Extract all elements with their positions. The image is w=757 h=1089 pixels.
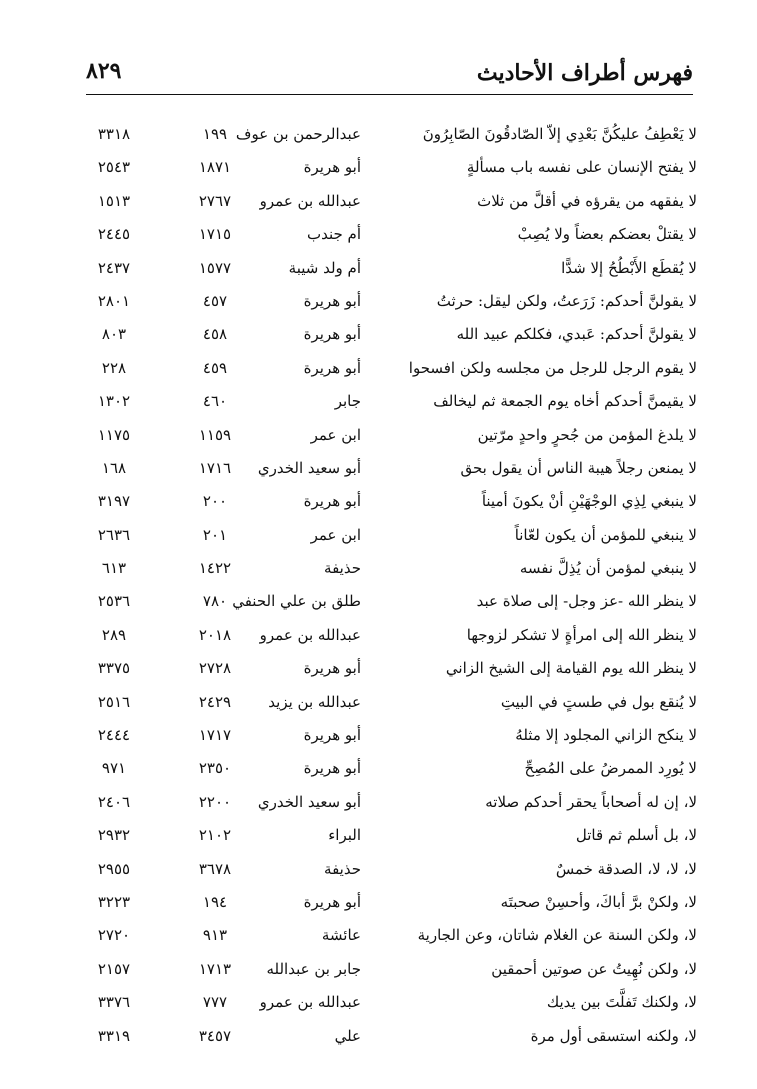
hadith-number: ١٧١٣ [198, 959, 232, 978]
narrator-name: ابن عمر [310, 425, 361, 444]
narrator-name: أبو هريرة [303, 158, 361, 177]
narrator-name: جابر [334, 392, 361, 411]
index-row [0, 385, 757, 418]
reference-number: ١١٧٥ [97, 425, 131, 444]
hadith-text: لا، ولكن السنة عن الغلام شاتان، وعن الجارية [417, 926, 697, 945]
hadith-text: لا ينظر الله إلى امرأةٍ لا تشكر لزوجها [466, 625, 697, 644]
hadith-text: لا يُقطَع الأَبْطُحُ إلا شدًّا [561, 258, 697, 277]
hadith-number: ٢٧٦٧ [198, 191, 232, 210]
reference-number: ٢٨٠١ [97, 291, 131, 310]
hadith-number: ١٧١٥ [198, 225, 232, 244]
reference-number: ٢٤٣٧ [97, 258, 131, 277]
narrator-name: عبدالرحمن بن عوف [235, 125, 361, 143]
narrator-name: أبو هريرة [303, 291, 361, 310]
hadith-text: لا يمنعن رجلاً هيبة الناس أن يقول بحق [460, 458, 697, 477]
reference-number: ٣١٩٧ [97, 492, 131, 511]
index-row [0, 819, 757, 852]
hadith-number: ٢٠١٨ [198, 625, 232, 644]
reference-number: ٢٩٣٢ [97, 826, 131, 845]
index-row [0, 318, 757, 351]
hadith-text: لا يفقهه من يقرؤه في أقلَّ من ثلاث [477, 191, 697, 210]
hadith-text: لا، بل أسلم ثم قاتل [575, 826, 697, 845]
index-row [0, 419, 757, 452]
narrator-name: عائشة [321, 926, 361, 945]
hadith-number: ١٥٧٧ [198, 258, 232, 277]
narrator-name: البراء [328, 826, 361, 845]
hadith-text: لا يفتح الإنسان على نفسه باب مسألةٍ [466, 158, 697, 177]
index-row [0, 786, 757, 819]
narrator-name: أبو هريرة [303, 492, 361, 511]
hadith-number: ٣٦٧٨ [198, 859, 232, 878]
hadith-number: ٤٦٠ [202, 392, 228, 411]
reference-number: ٣٣٧٦ [97, 993, 131, 1012]
hadith-number: ١١٥٩ [198, 425, 232, 444]
narrator-name: أبو هريرة [303, 358, 361, 377]
narrator-name: عبدالله بن عمرو [259, 993, 361, 1012]
hadith-text: لا يلدغ المؤمن من جُحرٍ واحدٍ مرّتين [477, 425, 697, 444]
reference-number: ٢٥١٦ [97, 692, 131, 711]
reference-number: ٢٥٣٦ [97, 592, 131, 611]
hadith-text: لا، ولكن نُهِيتُ عن صوتين أحمقين [491, 959, 697, 978]
reference-number: ٢٨٩ [101, 625, 127, 644]
narrator-name: ابن عمر [310, 525, 361, 544]
narrator-name: أبو سعيد الخدري [257, 792, 361, 811]
reference-number: ٢٩٥٥ [97, 859, 131, 878]
hadith-text: لا ينكح الزاني المجلود إلا مثلهُ [515, 726, 697, 745]
narrator-name: أبو سعيد الخدري [257, 458, 361, 477]
narrator-name: عبدالله بن عمرو [259, 191, 361, 210]
reference-number: ٢٦٣٦ [97, 525, 131, 544]
reference-number: ٢١٥٧ [97, 959, 131, 978]
reference-number: ١٥١٣ [97, 191, 131, 210]
reference-number: ١٦٨ [101, 458, 127, 477]
reference-number: ٣٢٢٣ [97, 892, 131, 911]
hadith-number: ٢٠١ [202, 525, 228, 544]
page-header [86, 50, 693, 95]
index-row [0, 919, 757, 952]
index-row [0, 185, 757, 218]
reference-number: ٢٤٤٥ [97, 225, 131, 244]
narrator-name: طلق بن علي الحنفي [232, 592, 361, 611]
narrator-name: أبو هريرة [303, 726, 361, 745]
index-row [0, 886, 757, 919]
reference-number: ٨٠٣ [101, 325, 127, 344]
hadith-text: لا ينظر الله يوم القيامة إلى الشيخ الزاني [445, 659, 697, 678]
hadith-number: ٩١٣ [202, 926, 228, 945]
narrator-name: عبدالله بن عمرو [259, 625, 361, 644]
hadith-text: لا يُنقع بول في طستٍ في البيتِ [500, 692, 697, 711]
hadith-text: لا ينبغي لمؤمن أن يُذِلَّ نفسه [519, 559, 697, 578]
hadith-text: لا يقتلْ بعضكم بعضاً ولا يُصِبْ [517, 225, 697, 244]
hadith-number: ٤٥٧ [202, 291, 228, 310]
index-row [0, 585, 757, 618]
index-row [0, 218, 757, 251]
index-row [0, 619, 757, 652]
reference-number: ٢٢٨ [101, 358, 127, 377]
index-row [0, 118, 757, 151]
hadith-number: ٣٤٥٧ [198, 1026, 232, 1045]
reference-number: ٩٧١ [101, 759, 127, 778]
reference-number: ٣٣١٨ [97, 125, 131, 143]
hadith-number: ١٤٢٢ [198, 559, 232, 578]
reference-number: ٦١٣ [101, 559, 127, 578]
hadith-text: لا، ولكنه استسقى أول مرة [530, 1026, 697, 1045]
hadith-number: ١٨٧١ [198, 158, 232, 177]
hadith-text: لا ينبغي لِذِي الوجْهَيْنِ أنْ يكونَ أميناً [481, 492, 697, 511]
index-row [0, 552, 757, 585]
hadith-number: ٢١٠٢ [198, 826, 232, 845]
index-row [0, 652, 757, 685]
hadith-text: لا، ولكنْ برَّ أباكَ، وأحسِنْ صحبتَه [500, 892, 697, 911]
narrator-name: أم ولد شيبة [288, 258, 361, 277]
hadith-text: لا يَعْطِفُ عليكُنَّ بَعْدِي إلاّ الصّادقُونَ الصّابِرُونَ [422, 125, 697, 143]
index-row [0, 853, 757, 886]
hadith-number: ١٩٤ [202, 892, 228, 911]
hadith-number: ١٧١٧ [198, 726, 232, 745]
hadith-text: لا ينظر الله -عز وجل- إلى صلاة عبد [476, 592, 697, 611]
index-row [0, 252, 757, 285]
hadith-number: ٧٨٠ [202, 592, 228, 611]
reference-number: ٢٥٤٣ [97, 158, 131, 177]
hadith-number: ١٧١٦ [198, 458, 232, 477]
hadith-number: ٤٥٩ [202, 358, 228, 377]
index-row [0, 485, 757, 518]
index-row [0, 151, 757, 184]
narrator-name: أبو هريرة [303, 892, 361, 911]
narrator-name: أبو هريرة [303, 325, 361, 344]
index-row [0, 519, 757, 552]
narrator-name: عبدالله بن يزيد [268, 692, 361, 711]
index-row [0, 452, 757, 485]
narrator-name: أبو هريرة [303, 759, 361, 778]
hadith-number: ٢٢٠٠ [198, 792, 232, 811]
hadith-number: ٢٧٢٨ [198, 659, 232, 678]
index-row [0, 1020, 757, 1053]
reference-number: ٢٤٤٤ [97, 726, 131, 745]
index-row [0, 953, 757, 986]
hadith-number: ١٩٩ [202, 125, 228, 143]
hadith-number: ٢٣٥٠ [198, 759, 232, 778]
narrator-name: أم جندب [306, 225, 361, 244]
index-row [0, 752, 757, 785]
hadith-text: لا يقولنَّ أحدكم: زَرَعتُ، ولكن ليقل: حرثتُ [436, 291, 697, 310]
hadith-text: لا يقوم الرجل للرجل من مجلسه ولكن افسحوا [408, 358, 697, 377]
hadith-text: لا يقيمنَّ أحدكم أخاه يوم الجمعة ثم ليخالف [433, 392, 697, 411]
hadith-text: لا، ولكنك تَفلَّتَ بين يديك [546, 993, 697, 1012]
narrator-name: جابر بن عبدالله [266, 959, 361, 978]
narrator-name: علي [334, 1026, 361, 1045]
page-title: فهرس أطراف الأحاديث [476, 60, 693, 86]
reference-number: ٢٧٢٠ [97, 926, 131, 945]
reference-number: ٣٣٧٥ [97, 659, 131, 678]
hadith-text: لا يقولنَّ أحدكم: عَبدي، فكلكم عبيد الله [456, 325, 697, 344]
hadith-number: ٢٠٠ [202, 492, 228, 511]
page-number: ٨٢٩ [86, 58, 122, 84]
hadith-number: ٧٧٧ [202, 993, 228, 1012]
index-row [0, 719, 757, 752]
index-row [0, 285, 757, 318]
hadith-number: ٢٤٢٩ [198, 692, 232, 711]
hadith-index-list [0, 118, 757, 1053]
hadith-text: لا يُورِد الممرضُ على المُصِحِّ [524, 759, 697, 778]
index-row [0, 986, 757, 1019]
narrator-name: حذيفة [324, 559, 361, 578]
hadith-number: ٤٥٨ [202, 325, 228, 344]
index-row [0, 686, 757, 719]
narrator-name: حذيفة [324, 859, 361, 878]
reference-number: ٣٣١٩ [97, 1026, 131, 1045]
hadith-text: لا، إن له أصحاباً يحقر أحدكم صلاته [485, 792, 697, 811]
hadith-text: لا، لا، لا، الصدقة خمسٌ [555, 859, 697, 878]
hadith-text: لا ينبغي للمؤمن أن يكون لعّاناً [514, 525, 697, 544]
index-row [0, 352, 757, 385]
narrator-name: أبو هريرة [303, 659, 361, 678]
reference-number: ٢٤٠٦ [97, 792, 131, 811]
reference-number: ١٣٠٢ [97, 392, 131, 411]
